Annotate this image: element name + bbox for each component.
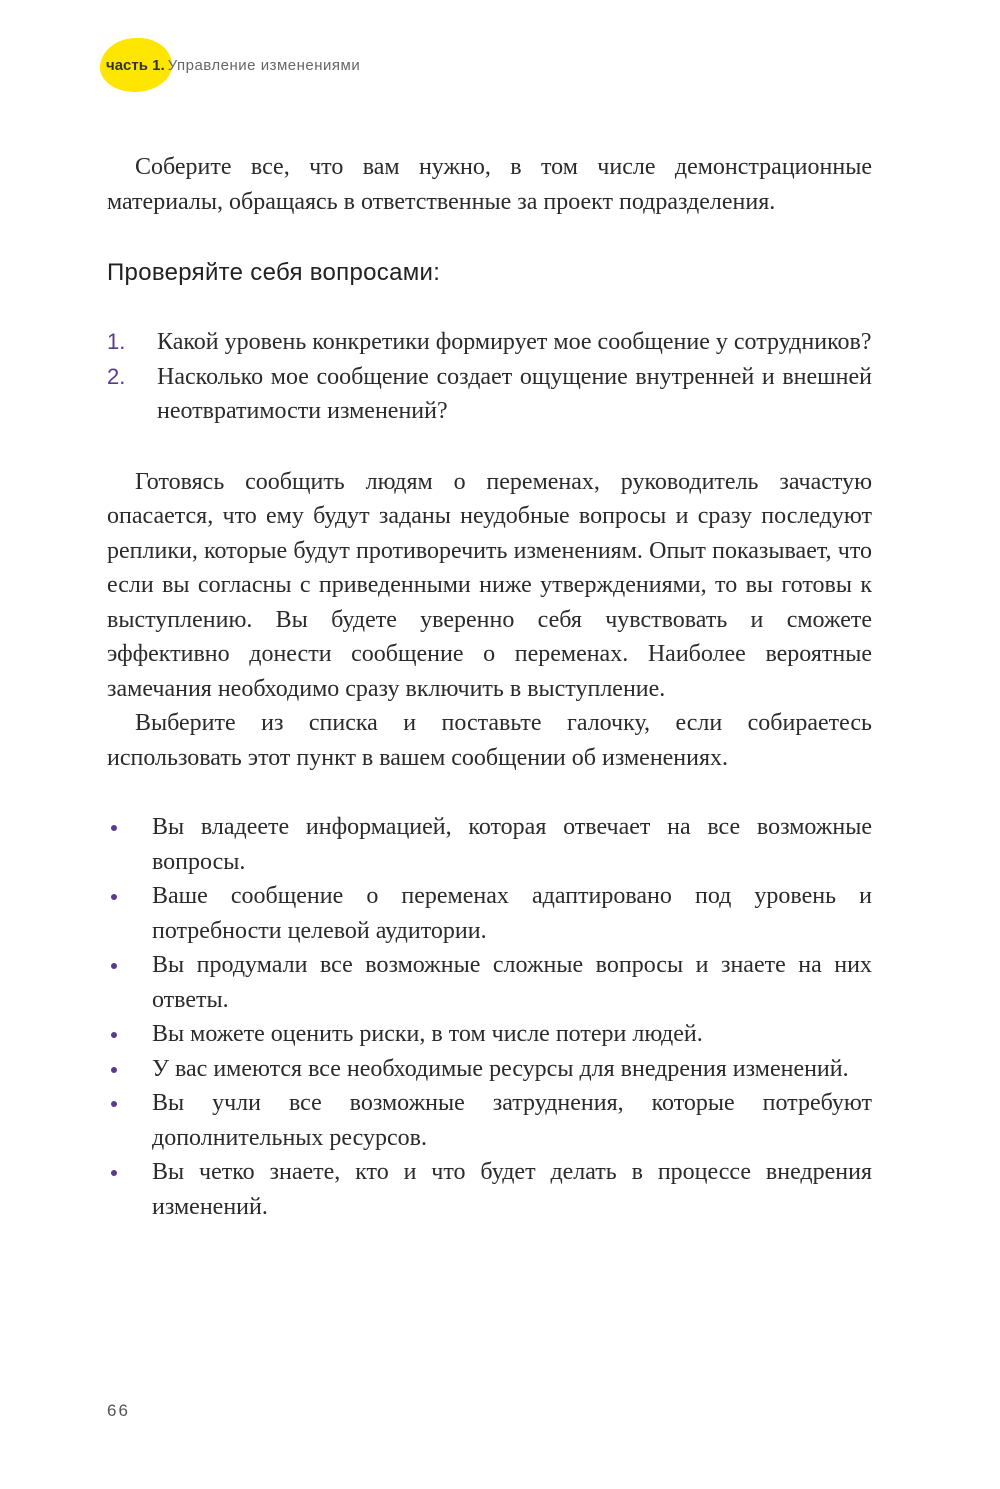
bullet-icon (111, 825, 117, 831)
page-content (107, 150, 872, 1224)
question-text: Какой уровень конкретики формирует мое сообщение у сотрудников? (157, 329, 872, 355)
intro-paragraph: Соберите все, что вам нужно, в том числе демонстрационные материалы, обращаясь в ответственные за проект подразделения. (107, 154, 872, 215)
questions-heading: Проверяйте себя вопросами: (107, 259, 441, 286)
question-item (107, 360, 872, 429)
checklist-text: Вы учли все возможные затруднения, которые потребуют дополнительных ресурсов. (152, 1090, 872, 1151)
checklist-item (107, 1155, 872, 1224)
bullet-icon (111, 1032, 117, 1038)
question-number: 2. (107, 363, 126, 389)
checklist-item (107, 810, 872, 879)
question-number: 1. (107, 329, 126, 354)
checklist-item (107, 1086, 872, 1155)
checklist-text: Вы можете оценить риски, в том числе потери людей. (152, 1021, 703, 1047)
section-title: Управление изменениями (167, 56, 361, 74)
checklist-text: Вы четко знаете, кто и что будет делать в процессе внедрения изменений. (152, 1159, 872, 1220)
checklist-text: Вы владеете информацией, которая отвечает на все возможные вопросы. (152, 814, 872, 875)
question-text: Насколько мое сообщение создает ощущение внутренней и внешней неотвратимости изменений? (157, 363, 872, 424)
checklist-item (107, 1052, 872, 1087)
bullet-icon (111, 1067, 117, 1073)
checklist-text: Ваше сообщение о переменах адаптировано под уровень и потребности целевой аудитории. (152, 883, 872, 944)
checklist-item (107, 948, 872, 1017)
bullet-icon (111, 1170, 117, 1176)
body-paragraph: Готовясь сообщить людям о переменах, руководитель зачастую опасается, что ему будут заданы неудобные вопросы и сразу последуют реплики, которые будут противоречить изменениям. Опыт показывает, что если вы согласны с приведенными ниже утверждениями, то вы готовы к выступлению. Вы будете уверенно себя чувствовать и сможете эффективно донести сообщение о переменах. Наиболее вероятные замечания необходимо сразу включить в выступление. (107, 468, 872, 702)
questions-list (107, 325, 872, 429)
checklist-text: У вас имеются все необходимые ресурсы для внедрения изменений. (152, 1055, 849, 1082)
body-paragraph: Выберите из списка и поставьте галочку, если собираетесь использовать этот пункт в вашем сообщении об изменениях. (107, 710, 872, 771)
running-header (100, 38, 360, 92)
checklist-text: Вы продумали все возможные сложные вопросы и знаете на них ответы. (152, 952, 872, 1013)
checklist (107, 810, 872, 1224)
bullet-icon (111, 1101, 117, 1107)
section-spacer (107, 429, 872, 465)
question-item (107, 325, 872, 360)
checklist-item (107, 1017, 872, 1052)
part-label: часть 1. (106, 56, 165, 74)
page-number: 66 (107, 1401, 130, 1420)
checklist-item (107, 879, 872, 948)
bullet-icon (111, 963, 117, 969)
bullet-icon (111, 894, 117, 900)
